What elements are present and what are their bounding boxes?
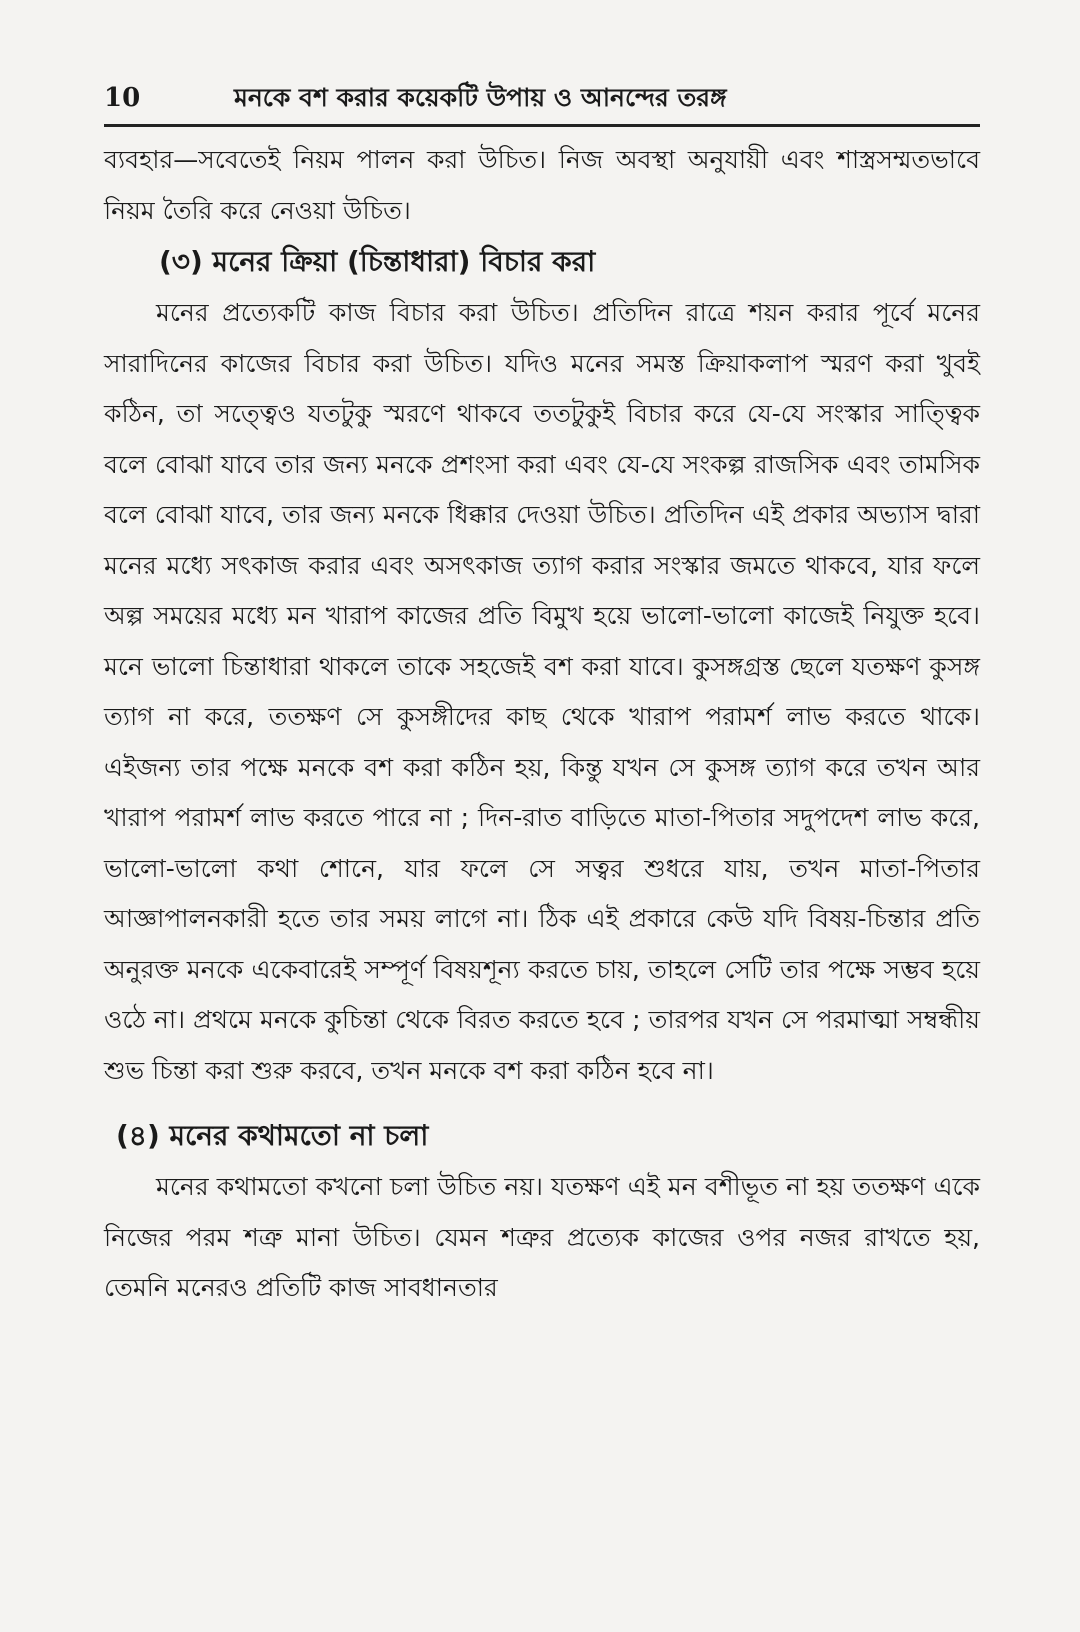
section-heading-4: (৪) মনের কথামতো না চলা (116, 1119, 429, 1152)
body-text (104, 135, 980, 1314)
running-title: মনকে বশ করার কয়েকটি উপায় ও আনন্দের তরঙ্গ (234, 83, 727, 112)
paragraph-section-3: মনের প্রত্যেকটি কাজ বিচার করা উচিত। প্রতিদিন রাত্রে শয়ন করার পূর্বে মনের সারাদিনের কাজের বিচার করা উচিত। যদিও মনের সমস্ত ক্রিয়াকলাপ স্মরণ করা খুবই কঠিন, তা সত্ত্বেও যতটুকু স্মরণে থাকবে ততটুকুই বিচার করে যে-যে সংস্কার সাত্ত্বিক বলে বোঝা যাবে তার জন্য মনকে প্রশংসা করা এবং যে-যে সংকল্প রাজসিক এবং তামসিক বলে বোঝা যাবে, তার জন্য মনকে ধিক্কার দেওয়া উচিত। প্রতিদিন এই প্রকার অভ্যাস দ্বারা মনের মধ্যে সৎকাজ করার এবং অসৎকাজ ত্যাগ করার সংস্কার জমতে থাকবে, যার ফলে অল্প সময়ের মধ্যে মন খারাপ কাজের প্রতি বিমুখ হয়ে ভালো-ভালো কাজেই নিযুক্ত হবে। মনে ভালো চিন্তাধারা থাকলে তাকে সহজেই বশ করা যাবে। কুসঙ্গগ্রস্ত ছেলে যতক্ষণ কুসঙ্গ ত্যাগ না করে, ততক্ষণ সে কুসঙ্গীদের কাছ থেকে খারাপ পরামর্শ লাভ করতে থাকে। এইজন্য তার পক্ষে মনকে বশ করা কঠিন হয়, কিন্তু যখন সে কুসঙ্গ ত্যাগ করে তখন আর খারাপ পরামর্শ লাভ করতে পারে না ; দিন-রাত বাড়িতে মাতা-পিতার সদুপদেশ লাভ করে, ভালো-ভালো কথা শোনে, যার ফলে সে সত্বর শুধরে যায়, তখন মাতা-পিতার আজ্ঞাপালনকারী হতে তার সময় লাগে না। ঠিক এই প্রকারে কেউ যদি বিষয়-চিন্তার প্রতি অনুরক্ত মনকে একেবারেই সম্পূর্ণ বিষয়শূন্য করতে চায়, তাহলে সেটি তার পক্ষে সম্ভব হয়ে ওঠে না। প্রথমে মনকে কুচিন্তা থেকে বিরত করতে হবে ; তারপর যখন সে পরমাত্মা সম্বন্ধীয় শুভ চিন্তা করা শুরু করবে, তখন মনকে বশ করা কঠিন হবে না। (104, 298, 980, 1085)
page-number: 10 (104, 83, 141, 113)
paragraph-continuation: ব্যবহার—সবেতেই নিয়ম পালন করা উচিত। নিজ অবস্থা অনুযায়ী এবং শাস্ত্রসম্মতভাবে নিয়ম তৈরি করে নেওয়া উচিত। (104, 145, 980, 225)
paragraph-section-4: মনের কথামতো কখনো চলা উচিত নয়। যতক্ষণ এই মন বশীভূত না হয় ততক্ষণ একে নিজের পরম শত্রু মানা উচিত। যেমন শত্রুর প্রত্যেক কাজের ওপর নজর রাখতে হয়, তেমনি মনেরও প্রতিটি কাজ সাবধানতার (104, 1172, 980, 1302)
section-heading-3: (৩) মনের ক্রিয়া (চিন্তাধারা) বিচার করা (159, 245, 596, 278)
page-header (104, 78, 980, 127)
